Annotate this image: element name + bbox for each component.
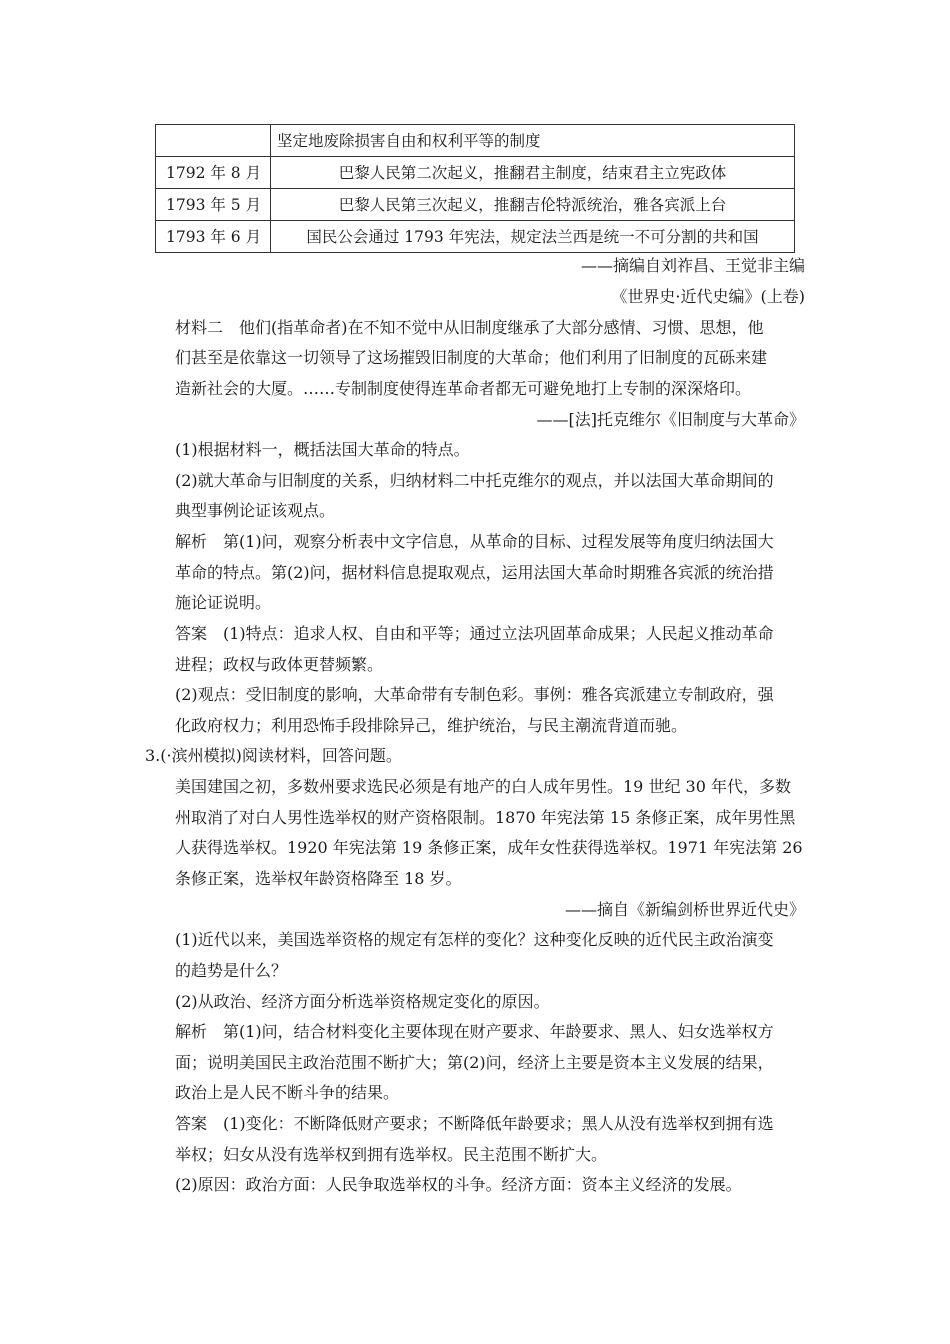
answer-text: 答案 (1)变化：不断降低财产要求；不断降低年龄要求；黑人从没有选举权到拥有选	[175, 1114, 774, 1133]
event-date: 1792 年 8 月	[156, 157, 271, 189]
analysis-text: 革命的特点。第(2)问，据材料信息提取观点，运用法国大革命时期雅各宾派的统治措	[175, 563, 774, 582]
material-text: 材料二 他们(指革命者)在不知不觉中从旧制度继承了大部分感情、习惯、思想，他	[175, 318, 764, 337]
table-row	[156, 157, 795, 189]
event-description: 坚定地废除损害自由和权利平等的制度	[271, 125, 795, 157]
event-date	[156, 125, 271, 157]
analysis-text: 面；说明美国民主政治范围不断扩大；第(2)问，经济上主要是资本主义发展的结果，	[175, 1053, 774, 1072]
analysis-text: 解析 第(1)问，结合材料变化主要体现在财产要求、年龄要求、黑人、妇女选举权方	[175, 1022, 774, 1041]
table-row	[156, 189, 795, 221]
source-citation: ——[法]托克维尔《旧制度与大革命》	[536, 410, 805, 429]
answer-text: 进程；政权与政体更替频繁。	[175, 655, 384, 674]
analysis-text: 政治上是人民不断斗争的结果。	[175, 1083, 400, 1102]
event-description: 国民公会通过 1793 年宪法，规定法兰西是统一不可分割的共和国	[271, 221, 795, 253]
event-date: 1793 年 6 月	[156, 221, 271, 253]
table-row	[156, 125, 795, 157]
answer-text: 答案 (1)特点：追求人权、自由和平等；通过立法巩固革命成果；人民起义推动革命	[175, 624, 774, 643]
material-text: 们甚至是依靠这一切领导了这场摧毁旧制度的大革命；他们利用了旧制度的瓦砾来建	[175, 348, 768, 367]
material-text: 美国建国之初，多数州要求选民必须是有地产的白人成年男性。19 世纪 30 年代，多数	[175, 777, 791, 796]
material-text: 州取消了对白人男性选举权的财产资格限制。1870 年宪法第 15 条修正案，成年男性黑	[175, 808, 796, 827]
source-citation: 《世界史·近代史编》(上卷)	[611, 287, 805, 306]
event-date: 1793 年 5 月	[156, 189, 271, 221]
material-text: 人获得选举权。1920 年宪法第 19 条修正案，成年女性获得选举权。1971 年宪法第 26	[175, 838, 803, 857]
answer-text: (2)观点：受旧制度的影响，大革命带有专制色彩。事例：雅各宾派建立专制政府，强	[175, 685, 774, 704]
table-row	[156, 221, 795, 253]
answer-text: (2)原因：政治方面：人民争取选举权的斗争。经济方面：资本主义经济的发展。	[175, 1175, 742, 1194]
analysis-text: 解析 第(1)问，观察分析表中文字信息，从革命的目标、过程发展等角度归纳法国大	[175, 532, 774, 551]
question-header: 3.(·滨州模拟)阅读材料，回答问题。	[145, 746, 402, 765]
event-description: 巴黎人民第二次起义，推翻君主制度，结束君主立宪政体	[271, 157, 795, 189]
material-text: 条修正案，选举权年龄资格降至 18 岁。	[175, 869, 462, 888]
event-description: 巴黎人民第三次起义，推翻吉伦特派统治，雅各宾派上台	[271, 189, 795, 221]
question-text: (2)就大革命与旧制度的关系，归纳材料二中托克维尔的观点，并以法国大革命期间的	[175, 471, 774, 490]
revolution-events-table	[155, 124, 795, 253]
material-text: 造新社会的大厦。……专制制度使得连革命者都无可避免地打上专制的深深烙印。	[175, 379, 752, 398]
question-text: 典型事例论证该观点。	[175, 501, 336, 520]
answer-text: 举权；妇女从没有选举权到拥有选举权。民主范围不断扩大。	[175, 1145, 608, 1164]
source-citation: ——摘编自刘祚昌、王觉非主编	[580, 256, 805, 275]
question-text: 的趋势是什么？	[175, 961, 288, 980]
question-text: (2)从政治、经济方面分析选举资格规定变化的原因。	[175, 992, 550, 1011]
analysis-text: 施论证说明。	[175, 593, 272, 612]
question-text: (1)根据材料一，概括法国大革命的特点。	[175, 440, 470, 459]
source-citation: ——摘自《新编剑桥世界近代史》	[564, 900, 805, 919]
answer-text: 化政府权力；利用恐怖手段排除异己，维护统治，与民主潮流背道而驰。	[175, 716, 688, 735]
question-text: (1)近代以来，美国选举资格的规定有怎样的变化？这种变化反映的近代民主政治演变	[175, 930, 774, 949]
